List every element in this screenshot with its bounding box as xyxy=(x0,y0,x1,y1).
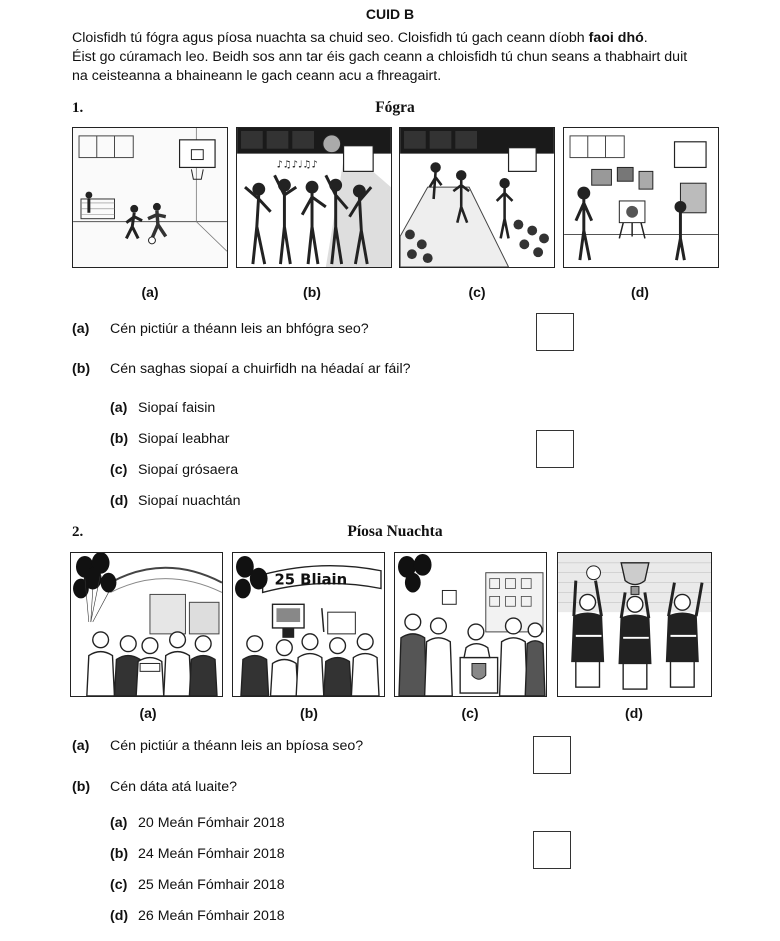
question-1-number: 1. xyxy=(72,100,84,116)
banner-text: 25 Bliain xyxy=(274,571,348,589)
answer-box-2a[interactable] xyxy=(533,736,571,774)
picture-1a-label: (a) xyxy=(141,284,159,300)
picture-1c-label: (c) xyxy=(468,284,486,300)
option-1b-b xyxy=(110,431,230,447)
intro-emphasis: faoi dhó xyxy=(588,30,644,46)
picture-2a-shopping-centre xyxy=(70,552,223,697)
picture-1b-disco xyxy=(236,127,392,268)
question-1a xyxy=(72,321,369,337)
question-2b-letter: (b) xyxy=(72,779,91,795)
picture-1a-football xyxy=(72,127,228,268)
option-1b-a xyxy=(110,400,215,416)
question-2a xyxy=(72,738,363,754)
answer-box-2b[interactable] xyxy=(533,831,571,869)
question-2b xyxy=(72,779,237,795)
option-letter: (b) xyxy=(110,431,129,447)
intro-line-1-text: Cloisfidh tú fógra agus píosa nuachta sa chuid seo. Cloisfidh tú gach ceann díobh xyxy=(72,30,589,46)
intro-line-1-end: . xyxy=(643,30,648,46)
option-letter: (c) xyxy=(110,877,128,893)
question-2a-letter: (a) xyxy=(72,738,90,754)
picture-1d-label: (d) xyxy=(631,284,649,300)
option-1b-d xyxy=(110,493,241,509)
option-letter: (d) xyxy=(110,908,129,924)
picture-2b-anniversary xyxy=(232,552,385,697)
question-1b-text: Cén saghas siopaí a chuirfidh na héadaí ar fáil? xyxy=(110,361,411,377)
answer-box-1b[interactable] xyxy=(536,430,574,468)
option-2b-a xyxy=(110,815,285,831)
question-2a-text: Cén pictiúr a théann leis an bpíosa seo? xyxy=(110,738,364,754)
intro-line-3: na ceisteanna a bhaineann le gach ceann acu a fhreagairt. xyxy=(72,68,442,84)
option-text: 24 Meán Fómhair 2018 xyxy=(138,846,285,862)
question-1a-letter: (a) xyxy=(72,321,90,337)
picture-2c-school-ceremony xyxy=(394,552,547,697)
svg-text:♪♫♪♩♫♪: ♪♫♪♩♫♪ xyxy=(276,159,318,171)
picture-1c-fashion-show xyxy=(399,127,555,268)
question-1-heading: Fógra xyxy=(375,99,415,116)
option-text: Siopaí nuachtán xyxy=(138,493,241,509)
intro-text xyxy=(72,29,712,86)
option-1b-c xyxy=(110,462,238,478)
section-title: CUID B xyxy=(365,6,415,22)
question-1a-text: Cén pictiúr a théann leis an bhfógra seo? xyxy=(110,321,369,337)
question-2-number: 2. xyxy=(72,524,84,540)
option-text: Siopaí faisin xyxy=(138,400,216,416)
option-letter: (c) xyxy=(110,462,128,478)
picture-1d-art-gallery xyxy=(563,127,719,268)
option-text: 20 Meán Fómhair 2018 xyxy=(138,815,285,831)
intro-line-1 xyxy=(72,29,712,48)
question-2-heading: Píosa Nuachta xyxy=(347,523,443,540)
picture-2c-label: (c) xyxy=(461,705,479,721)
picture-2d-sports-team xyxy=(557,552,712,697)
picture-2b-label: (b) xyxy=(300,705,318,721)
option-text: 26 Meán Fómhair 2018 xyxy=(138,908,285,924)
option-letter: (a) xyxy=(110,400,128,416)
picture-2a-label: (a) xyxy=(139,705,157,721)
intro-line-2: Éist go cúramach leo. Beidh sos ann tar éis gach ceann a chloisfidh tú chun seans a thabhairt duit xyxy=(72,49,688,65)
option-text: Siopaí leabhar xyxy=(138,431,230,447)
answer-box-1a[interactable] xyxy=(536,313,574,351)
question-1b xyxy=(72,361,411,377)
question-1b-letter: (b) xyxy=(72,361,91,377)
picture-2d-label: (d) xyxy=(625,705,643,721)
option-text: 25 Meán Fómhair 2018 xyxy=(138,877,285,893)
option-text: Siopaí grósaera xyxy=(138,462,239,478)
option-2b-d xyxy=(110,908,285,924)
option-2b-c xyxy=(110,877,285,893)
option-letter: (d) xyxy=(110,493,129,509)
question-2b-text: Cén dáta atá luaite? xyxy=(110,779,237,795)
option-letter: (a) xyxy=(110,815,128,831)
option-letter: (b) xyxy=(110,846,129,862)
option-2b-b xyxy=(110,846,285,862)
picture-1b-label: (b) xyxy=(303,284,321,300)
